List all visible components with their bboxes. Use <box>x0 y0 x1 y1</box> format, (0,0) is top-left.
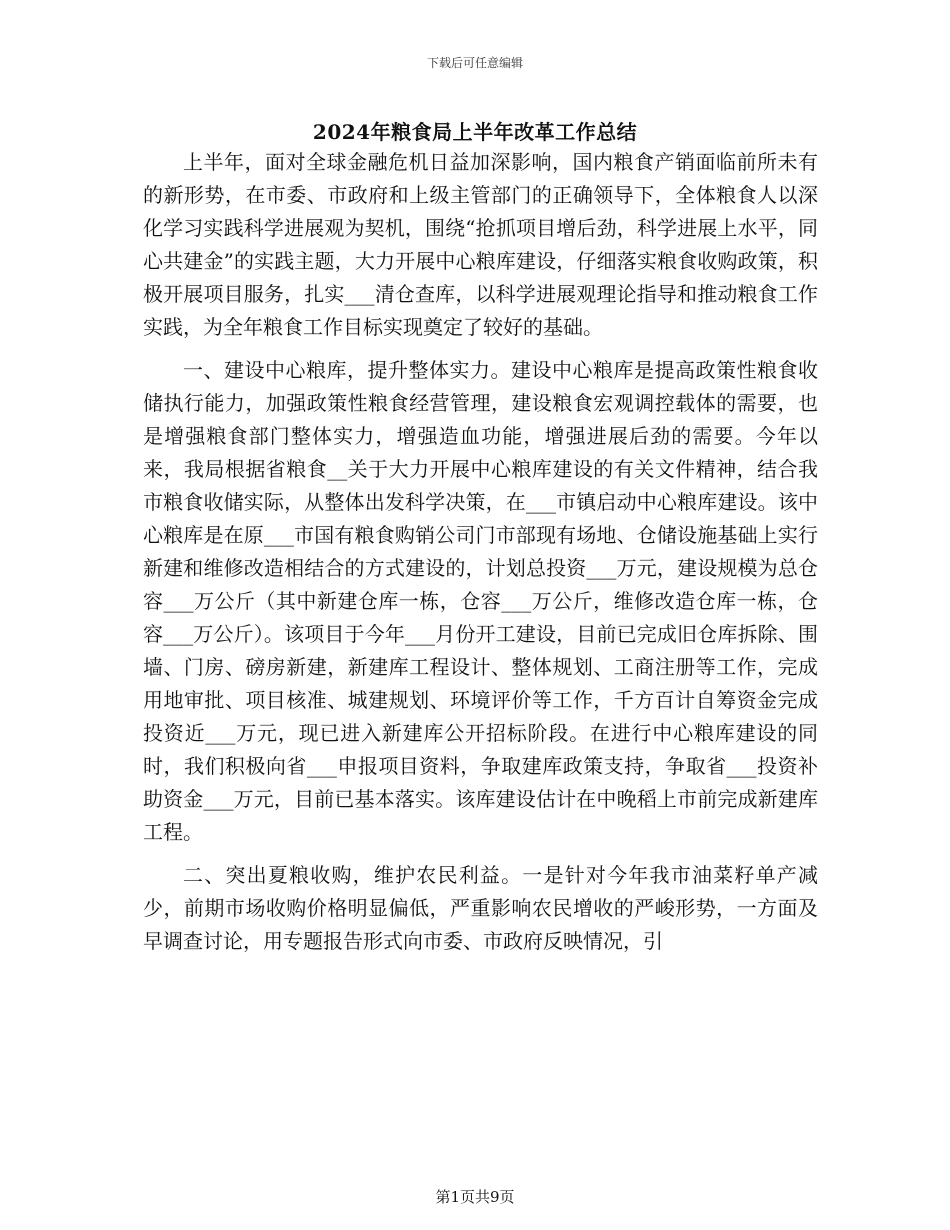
document-body <box>143 146 818 968</box>
paragraph-section-1: 一、建设中心粮库，提升整体实力。建设中心粮库是提高政策性粮食收储执行能力，加强政策性粮食经营管理，建设粮食宏观调控载体的需要，也是增强粮食部门整体实力，增强造血功能，增强进展后劲的需要。今年以来，我局根据省粮食__关于大力开展中心粮库建设的有关文件精神，结合我市粮食收储实际，从整体出发科学决策，在___市镇启动中心粮库建设。该中心粮库是在原___市国有粮食购销公司门市部现有场地、仓储设施基础上实行新建和维修改造相结合的方式建设的，计划总投资___万元，建设规模为总仓容___万公斤（其中新建仓库一栋，仓容___万公斤，维修改造仓库一栋，仓容___万公斤）。该项目于今年___月份开工建设，目前已完成旧仓库拆除、围墙、门房、磅房新建，新建库工程设计、整体规划、工商注册等工作，完成用地审批、项目核准、城建规划、环境评价等工作，千方百计自筹资金完成投资近___万元，现已进入新建库公开招标阶段。在进行中心粮库建设的同时，我们积极向省___申报项目资料，争取建库政策支持，争取省___投资补助资金___万元，目前已基本落实。该库建设估计在中晚稻上市前完成新建库工程。 <box>143 358 818 844</box>
paragraph-intro: 上半年，面对全球金融危机日益加深影响，国内粮食产销面临前所未有的新形势，在市委、市政府和上级主管部门的正确领导下，全体粮食人以深化学习实践科学进展观为契机，围绕“抢抓项目增后劲，科学进展上水平，同心共建金”的实践主题，大力开展中心粮库建设，仔细落实粮食收购政策，积极开展项目服务，扎实___清仓查库，以科学进展观理论指导和推动粮食工作实践，为全年粮食工作目标实现奠定了较好的基础。 <box>143 150 818 339</box>
page-number: 第1页共9页 <box>435 1188 515 1206</box>
document-title: 2024年粮食局上半年改革工作总结 <box>312 120 638 144</box>
header-note: 下载后可任意编辑 <box>426 56 523 70</box>
paragraph-section-2: 二、突出夏粮收购，维护农民利益。一是针对今年我市油菜籽单产减少，前期市场收购价格明显偏低，严重影响农民增收的严峻形势，一方面及早调查讨论，用专题报告形式向市委、市政府反映情况，引 <box>143 863 818 953</box>
